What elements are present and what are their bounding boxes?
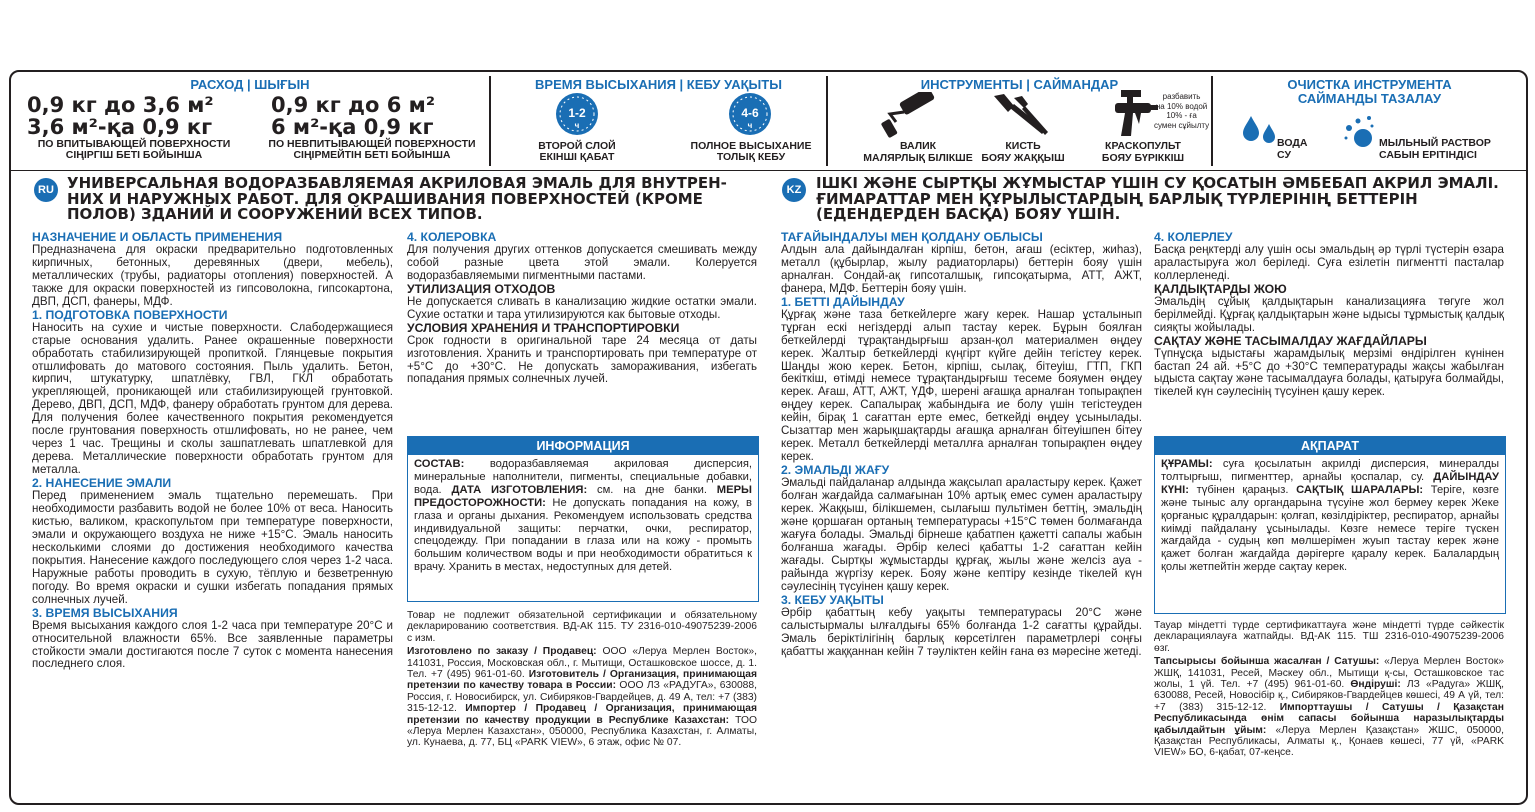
kz-info-box xyxy=(1154,436,1506,614)
kz-dry-text: Әрбір қабаттың кебу уақыты температурасы 20°С және салыстырмалы ылғалдығы 65% болғанда 1-2 сағатты құрайды. Эмаль беріктілігінің барлық көрсетілген параметрлері соңғы қабатты жаққаннан кейін 7 тәуліктен кейін ғана өз мәресіне жетеді. xyxy=(781,605,1142,658)
tools-section xyxy=(828,72,1211,170)
clock-icon xyxy=(555,92,599,136)
brush-icon xyxy=(990,92,1050,138)
ru-apply-text: Перед применением эмаль тщательно перемешать. При необходимости разбавить водой не более 10% от веса. Наносить кистью, валиком, краскопультом при температуре поверхности, эмали и окружающего воздуха не ниже +15°С. Эмаль наносить несколькими слоями до достижения необходимого качества покрытия. Нанесение каждого последующего слоя через 1-2 часа. Наружные работы проводить в сухую, тёплую и безветренную погоду. Во время окраски и сушки избегать попадания прямых солнечных лучей. xyxy=(32,489,393,606)
svg-text:ч: ч xyxy=(747,121,753,130)
ru-storage-heading: УСЛОВИЯ ХРАНЕНИЯ И ТРАНСПОРТИРОВКИ xyxy=(407,320,680,335)
kz-title: ІШКІ ЖӘНЕ СЫРТҚЫ ЖҰМЫСТАР ҮШІН СУ ҚОСАТЫН ӘМБЕБАП АКРИЛ ЭМАЛІ. ҒИМАРАТТАР МЕН ҚҰРЫЛЫСТАРДЫҢ БАРЛЫҚ ТҮРЛЕРІНІҢ БЕТТЕРІН (ЕДЕНДЕРДЕН БАСҚА) БОЯУ ҮШІН. xyxy=(816,174,1499,223)
ru-maker-text: Изготовлено по заказу / Продавец: ООО «Леруа Мерлен Восток», 141031, Россия, Московская обл., г. Мытищи, Осташковское шоссе, д. 1. Тел. +7 (495) 961-01-60. Изготовитель / Организация, принимающая претензии по качеству товара в России: ООО ЛЗ «РАДУГА», 630088, Россия, г. Новосибирск, ул. Сибиряков-Гвардейцев, д. 49 А, тел: +7 (383) 315-12-12. Импортер / Продавец / Организация, принимающая претензии по качеству продукции в Республике Казахстан: ТОО «Леруа Мерлен Казахстан», 050000, Республика Казахстан, г. Алматы, ул. Кунаева, д. 77, БЦ «PARK VIEW», 6 этаж, офис № 07. xyxy=(407,646,758,749)
consumption-nonabsorbent-line1: 0,9 кг до 6 м² xyxy=(271,93,436,117)
kz-waste-heading: ҚАЛДЫҚТАРДЫ ЖОЮ xyxy=(1154,281,1287,296)
ru-waste-text: Не допускается сливать в канализацию жидкие остатки эмали. Сухие остатки и тара утилизируются как бытовые отходы. xyxy=(407,294,757,321)
spray-dilution-note: разбавить на 10% водой 10% - ға сумен сұйылту xyxy=(1154,92,1210,130)
ru-info-heading: ИНФОРМАЦИЯ xyxy=(408,437,758,455)
drying-full-caption: ПОЛНОЕ ВЫСЫХАНИЕ ТОЛЫҚ КЕБУ xyxy=(690,140,812,163)
ru-dry-text: Время высыхания каждого слоя 1-2 часа при температуре 20°С и относительной влажности 65%. Все заявленные параметры стойкости эмали достигаются после 7 суток с момента нанесения последнего слоя. xyxy=(32,618,393,671)
ru-tint-text: Для получения других оттенков допускается смешивать между собой разные цвета этой эмали. Колеруется водоразбавляемыми пигментными пастами. xyxy=(407,242,757,282)
consumption-nonabsorbent-caption: ПО НЕВПИТЫВАЮЩЕЙ ПОВЕРХНОСТИ СІҢІРМЕЙТІН БЕТІ БОЙЫНША xyxy=(268,138,476,161)
ru-column-2 xyxy=(407,231,757,386)
water-caption: ВОДА СУ xyxy=(1277,137,1308,161)
consumption-nonabsorbent-line2: 6 м²-қа 0,9 кг xyxy=(271,115,434,139)
kz-apply-heading: 2. ЭМАЛЬДІ ЖАҒУ xyxy=(781,463,890,478)
kz-tint-heading: 4. КОЛЕРЛЕУ xyxy=(1154,230,1233,244)
kz-info-text: ҚҰРАМЫ: суға қосылатын акрилді дисперсия, минералды толтырғыш, пигменттер, арнайы қоспалар, су. ДАЙЫНДАУ КҮНІ: түбінен қараңыз. САҚТЫҚ ШАРАЛАРЫ: Терiге, көзге және тыныс алу органдарына түсуіне жол бермеу керек Жеке қорғаныс құралдарын: қолғап, көзілдіріктер, респиратор, арнайы киімді пайдалану ұсынылады. Көзге немесе теріге түскен жағдайда - судың көп мөлшерімен жуып тастау керек және қажет болған жағдайда дәрігерге қаралу керек. Балалардың қолы жетпейтін жерде сақтау керек. xyxy=(1161,458,1499,574)
soap-caption: МЫЛЬНЫЙ РАСТВОР САБЫН ЕРІТІНДІСІ xyxy=(1379,137,1491,161)
kz-legal xyxy=(1154,620,1504,759)
drying-second-coat-caption: ВТОРОЙ СЛОЙ ЕКІНШІ ҚАБАТ xyxy=(538,140,616,163)
brush-caption: КИСТЬ БОЯУ ЖАҚҚЫШ xyxy=(981,140,1065,164)
ru-column-1 xyxy=(32,231,393,671)
ru-purpose-heading: НАЗНАЧЕНИЕ И ОБЛАСТЬ ПРИМЕНЕНИЯ xyxy=(32,230,283,244)
kz-purpose-heading: ТАҒАЙЫНДАЛУЫ МЕН ҚОЛДАНУ ОБЛЫСЫ xyxy=(781,230,1043,244)
consumption-title: РАСХОД | ШЫҒЫН xyxy=(190,77,310,92)
kz-prep-heading: 1. БЕТТІ ДАЙЫНДАУ xyxy=(781,294,905,309)
kz-maker-text: Тапсырысы бойынша жасалған / Сатушы: «Леруа Мерлен Восток» ЖШҚ, 141031, Ресей, Мәскеу обл., Мытищи қ-сы, Осташковское тас жолы, 1 үй. Тел. +7 (495) 961-01-60. Өндіруші: ЛЗ «Радуга» ЖШҚ, 630088, Ресей, Новосібір қ., Сибиряков-Гвардейцев көшесі, 49 А үй, тел: +7 (383) 315-12-12. Импорттаушы / Сатушы / Қазақстан Республикасында өнім сапасы бойынша наразылықтарды қабылдайтын ұйым: «Леруа Мерлен Қазақстан» ЖШС, 050000, Қазақстан Республикасы, Алматы қ., Қонаев көшесі, 77 үй, «PARK VIEW» БО, 6-қабат, 07-кеңсе. xyxy=(1154,656,1505,759)
consumption-absorbent-line1: 0,9 кг до 3,6 м² xyxy=(27,93,214,117)
kz-info-heading: АҚПАРАТ xyxy=(1155,437,1505,455)
consumption-section xyxy=(11,72,489,170)
spray-caption: КРАСКОПУЛЬТ БОЯУ БҮРІККІШ xyxy=(1101,140,1185,164)
kz-dry-heading: 3. КЕБУ УАҚЫТЫ xyxy=(781,592,884,607)
water-drop-icon xyxy=(1241,112,1281,152)
ru-prep-heading: 1. ПОДГОТОВКА ПОВЕРХНОСТИ xyxy=(32,307,228,322)
ru-waste-heading: УТИЛИЗАЦИЯ ОТХОДОВ xyxy=(407,281,556,296)
kz-column-1 xyxy=(781,231,1142,658)
ru-legal xyxy=(407,610,757,749)
lang-badge-kz: KZ xyxy=(782,178,806,202)
ru-title: УНИВЕРСАЛЬНАЯ ВОДОРАЗБАВЛЯЕМАЯ АКРИЛОВАЯ ЭМАЛЬ ДЛЯ ВНУТРЕН- НИХ И НАРУЖНЫХ РАБОТ. ДЛЯ ОКРАШИВАНИЯ ПОВЕРХНОСТЕЙ (КРОМЕ ПОЛОВ) ЗДАНИЙ И СООРУЖЕНИЙ ВСЕХ ТИПОВ. xyxy=(67,174,727,223)
ru-apply-heading: 2. НАНЕСЕНИЕ ЭМАЛИ xyxy=(32,476,172,491)
ru-prep-text: Наносить на сухие и чистые поверхности. Слабодержащиеся старые основания удалить. Ранее окрашенные поверхности обработать стабилизирующей пропиткой. Глянцевые покрытия отшлифовать до матового состояния. Пыль удалить. Бетон, кирпич, штукатурку, шпатлёвку, ГВЛ, ГКЛ обработать укрепляющей, проникающей или стабилизирующей грунтовкой. Дерево, ДВП, ДСП, МДФ, фанеру обработать грунтом для дерева. Для получения более качественного покрытия рекомендуется после грунтования поверхность отшлифовать, но не ранее, чем через 1 час. Трещины и сколы зашпатлевать шпатлевкой для дерева. Металлические поверхности обработать грунтом для металла. xyxy=(32,320,393,477)
svg-text:1-2: 1-2 xyxy=(568,106,586,120)
info-band xyxy=(11,72,1526,171)
drying-title: ВРЕМЯ ВЫСЫХАНИЯ | КЕБУ УАҚЫТЫ xyxy=(535,77,782,92)
kz-apply-text: Эмальді пайдаланар алдында жақсылап араластыру керек. Қажет болған жағдайда салмағынан 10% артық емес сумен араластыру керек. Жаққыш, білікшемен, сылағыш пультімен беттің, эмальдің және қоршаған ортаның температурасы +15°С төмен болмағанда жағуға болады. Эмальді бірнеше қабатпен қажетті сапалы жабын болғанша жағады. Әрбір келесі қабатты 1-2 сағаттан кейін жағады. Сыртқы жұмыстарды құрғақ, жылы және желсіз ауа - райында жүргізу керек. Бояу және кептіру кезінде тікелей күн сәулесінің түсуінен қашу керек. xyxy=(781,476,1142,593)
ru-info-text: СОСТАВ: водоразбавляемая акриловая дисперсия, минеральные наполнители, пигменты, специальные добавки, вода. ДАТА ИЗГОТОВЛЕНИЯ: см. на дне банки. МЕРЫ ПРЕДОСТОРОЖНОСТИ: Не допускать попадания на кожу, в глаза и органы дыхания. Рекомендуем использовать средства индивидуальной защиты: перчатки, очки, респиратор, спецодежду. При попадании в глаза или на кожу - промыть большим количеством воды и при необходимости обратиться к врачу. Хранить в местах, недоступных для детей. xyxy=(414,458,752,574)
ru-dry-heading: 3. ВРЕМЯ ВЫСЫХАНИЯ xyxy=(32,605,178,620)
kz-prep-text: Құрғақ және таза беткейлерге жағу керек. Нашар ұсталынып тұрған ескі негіздерді алып тастау керек. Бұрын боялған беткейлерді тұрақтандырғыш арзан-қол материалмен өңдеу керек. Жалтыр беткейлерді күңгірт күйге дейін тегістеу керек. Шаңды жою керек. Бетон, кірпіш, сылақ, бітеуіш, ГТП, ГКП бекіткіш, өтімді немесе тұрақтандырғыш тесеме бояумен өңдеу керек. Ағаш, АТТ, АЖТ, ҮДФ, шерені ағашқа арналған топырақпен өңдеу керек. Сапалырақ жабындыға ие болу үшін тегістеуден кейін, бірақ 1 сағаттан ерте емес, беткейді өңдеу ұсынылады. Сызаттар мен жарықшақтарды ағашқа арналған бітеуішпен бітеу керек. Металл беткейлерді металлға арналған топырақпен өңдеу керек. xyxy=(781,307,1142,464)
consumption-absorbent-line2: 3,6 м²-қа 0,9 кг xyxy=(27,115,213,139)
ru-storage-text: Срок годности в оригинальной таре 24 месяца от даты изготовления. Хранить и транспортировать при температуре от +5°С до +30°С. Не допускать замораживания, избегать попадания прямых солнечных лучей. xyxy=(407,333,757,386)
roller-caption: ВАЛИК МАЛЯРЛЫҚ БІЛІКШЕ xyxy=(863,140,973,164)
svg-text:ч: ч xyxy=(574,121,580,130)
kz-column-2 xyxy=(1154,231,1504,399)
kz-cert-text: Тауар міндетті түрде сертификаттауға және міндетті түрде сәйкестік декларациялауға жатпайды. ВД-АК 115. ТШ 2316-010-49075239-2006 өзг. xyxy=(1154,620,1504,654)
lang-badge-ru: RU xyxy=(34,178,58,202)
spray-gun-icon xyxy=(1111,90,1159,138)
consumption-absorbent-caption: ПО ВПИТЫВАЮЩЕЙ ПОВЕРХНОСТИ СІҢІРГІШ БЕТІ БОЙЫНША xyxy=(37,138,231,161)
clock-icon xyxy=(728,92,772,136)
cleaning-section xyxy=(1213,72,1526,170)
kz-storage-text: Түпнұсқа ыдыстағы жарамдылық мерзімі өндірілген күнінен бастап 24 ай. +5°С до +30°С температурады жақсы жабылған ыдыста сақтау және тасымалдауға болады, қатыруға болмайды, тікелей күн сәулесінің түсуінен қашу керек. xyxy=(1154,346,1504,399)
drying-section xyxy=(491,72,826,170)
ru-tint-heading: 4. КОЛЕРОВКА xyxy=(407,230,497,244)
kz-tint-text: Басқа реңктерді алу үшін осы эмальдың әр түрлі түстерін өзара араластыруға жол беріледі. Суға езілетін пигментті пасталар коллерленеді. xyxy=(1154,242,1504,282)
ru-info-box xyxy=(407,436,759,602)
roller-icon xyxy=(878,92,938,138)
tools-title: ИНСТРУМЕНТЫ | САЙМАНДАР xyxy=(920,77,1119,92)
kz-purpose-text: Алдын ала дайындалған кірпіш, бетон, ағаш (есіктер, жиһаз), металл (құбырлар, жылу радиаторлары) беттерін бояу үшін арналған. Сондай-ақ гипсоталшық, гипсоқатырма, АТТ, АЖТ, фанера, МДФ. Беттерін бояу үшін. xyxy=(781,242,1142,295)
cleaning-title: ОЧИСТКА ИНСТРУМЕНТА САЙМАНДЫ ТАЗАЛАУ xyxy=(1287,77,1452,106)
soap-bubbles-icon xyxy=(1341,112,1377,152)
kz-waste-text: Эмальдің сұйық қалдықтарын канализацияға төгуге жол берілмейді. Құрғақ қалдықтарын және ыдысы тұрмыстық қалдық сияқты жойылады. xyxy=(1154,294,1504,334)
ru-purpose-text: Предназначена для окраски предварительно подготовленных кирпичных, бетонных, деревянных (двери, мебель), металлических (трубы, радиаторы отопления) поверхностей. А также для окраски поверхностей из гипсоволокна, гипсокартона, ДВП, ДСП, фанеры, МДФ. xyxy=(32,242,393,308)
svg-text:4-6: 4-6 xyxy=(741,106,759,120)
label-frame xyxy=(9,70,1528,805)
ru-cert-text: Товар не подлежит обязательной сертификации и обязательному декларированию соответствия. ВД-АК 115. ТУ 2316-010-49075239-2006 с изм. xyxy=(407,610,757,644)
kz-storage-heading: САҚТАУ ЖӘНЕ ТАСЫМАЛДАУ ЖАҒДАЙЛАРЫ xyxy=(1154,333,1427,348)
